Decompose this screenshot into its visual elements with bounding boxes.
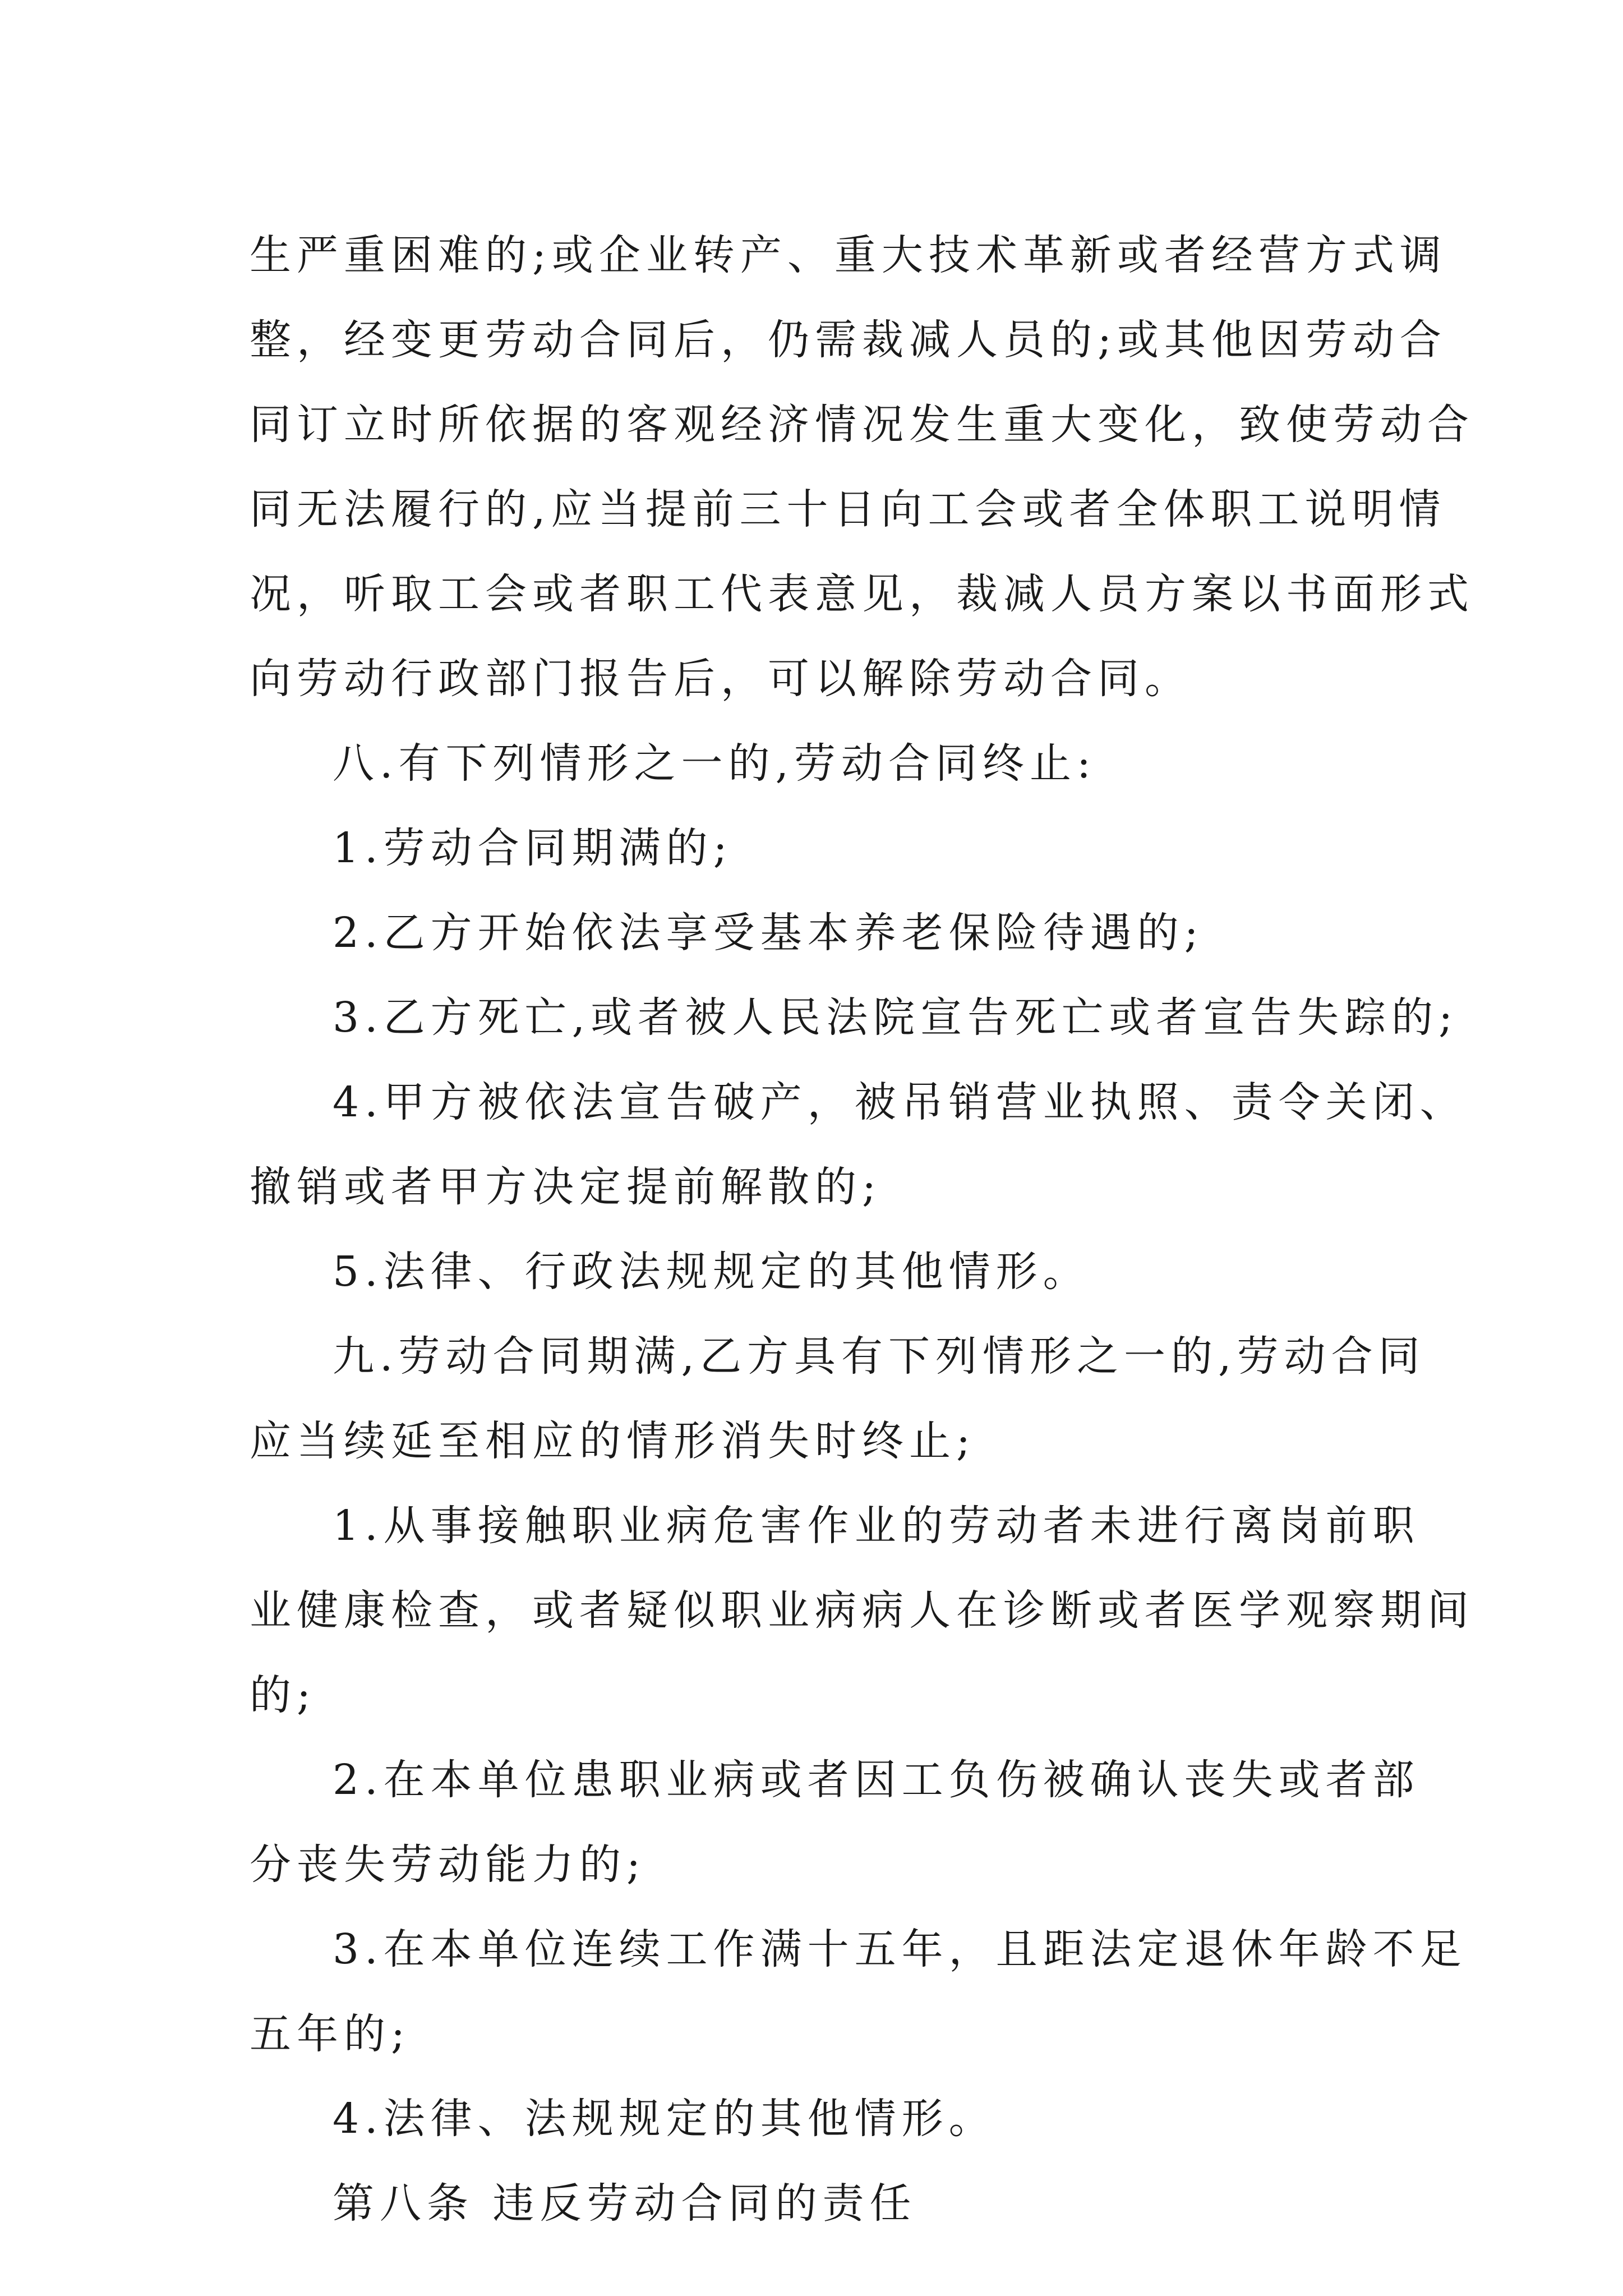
clause-heading: 八.有下列情形之一的,劳动合同终止: — [333, 739, 1096, 788]
list-item: 3.乙方死亡,或者被人民法院宣告死亡或者宣告失踪的; — [333, 993, 1459, 1042]
text-line: 业健康检查，或者疑似职业病病人在诊断或者医学观察期间 — [250, 1586, 1474, 1635]
list-item: 1.劳动合同期满的; — [333, 824, 733, 872]
list-item: 1.从事接触职业病危害作业的劳动者未进行离岗前职 — [333, 1502, 1420, 1550]
text-line: 五年的; — [250, 2010, 411, 2058]
list-item: 4.法律、法规规定的其他情形。 — [333, 2095, 996, 2143]
text-line: 撤销或者甲方决定提前解散的; — [250, 1163, 882, 1211]
text-line: 同订立时所依据的客观经济情况发生重大变化，致使劳动合 — [250, 401, 1474, 449]
list-item: 2.在本单位患职业病或者因工负伤被确认丧失或者部 — [333, 1756, 1420, 1804]
text-line: 向劳动行政部门报告后，可以解除劳动合同。 — [250, 655, 1192, 703]
article-heading: 第八条 违反劳动合同的责任 — [333, 2179, 917, 2228]
list-item: 2.乙方开始依法享受基本养老保险待遇的; — [333, 909, 1204, 957]
text-line: 同无法履行的,应当提前三十日向工会或者全体职工说明情 — [250, 485, 1446, 533]
text-line: 况，听取工会或者职工代表意见，裁减人员方案以书面形式 — [250, 570, 1474, 618]
list-item: 4.甲方被依法宣告破产，被吊销营业执照、责令关闭、 — [333, 1078, 1467, 1126]
text-line: 整，经变更劳动合同后，仍需裁减人员的;或其他因劳动合 — [250, 316, 1447, 364]
text-line: 的; — [250, 1671, 316, 1719]
contract-text — [250, 213, 1474, 2246]
list-item: 3.在本单位连续工作满十五年，且距法定退休年龄不足 — [333, 1925, 1467, 1973]
text-line: 分丧失劳动能力的; — [250, 1841, 646, 1889]
text-line: 应当续延至相应的情形消失时终止; — [250, 1417, 976, 1465]
clause-heading: 九.劳动合同期满,乙方具有下列情形之一的,劳动合同 — [333, 1332, 1426, 1381]
text-line: 生严重困难的;或企业转产、重大技术革新或者经营方式调 — [250, 231, 1447, 279]
list-item: 5.法律、行政法规规定的其他情形。 — [333, 1248, 1090, 1296]
